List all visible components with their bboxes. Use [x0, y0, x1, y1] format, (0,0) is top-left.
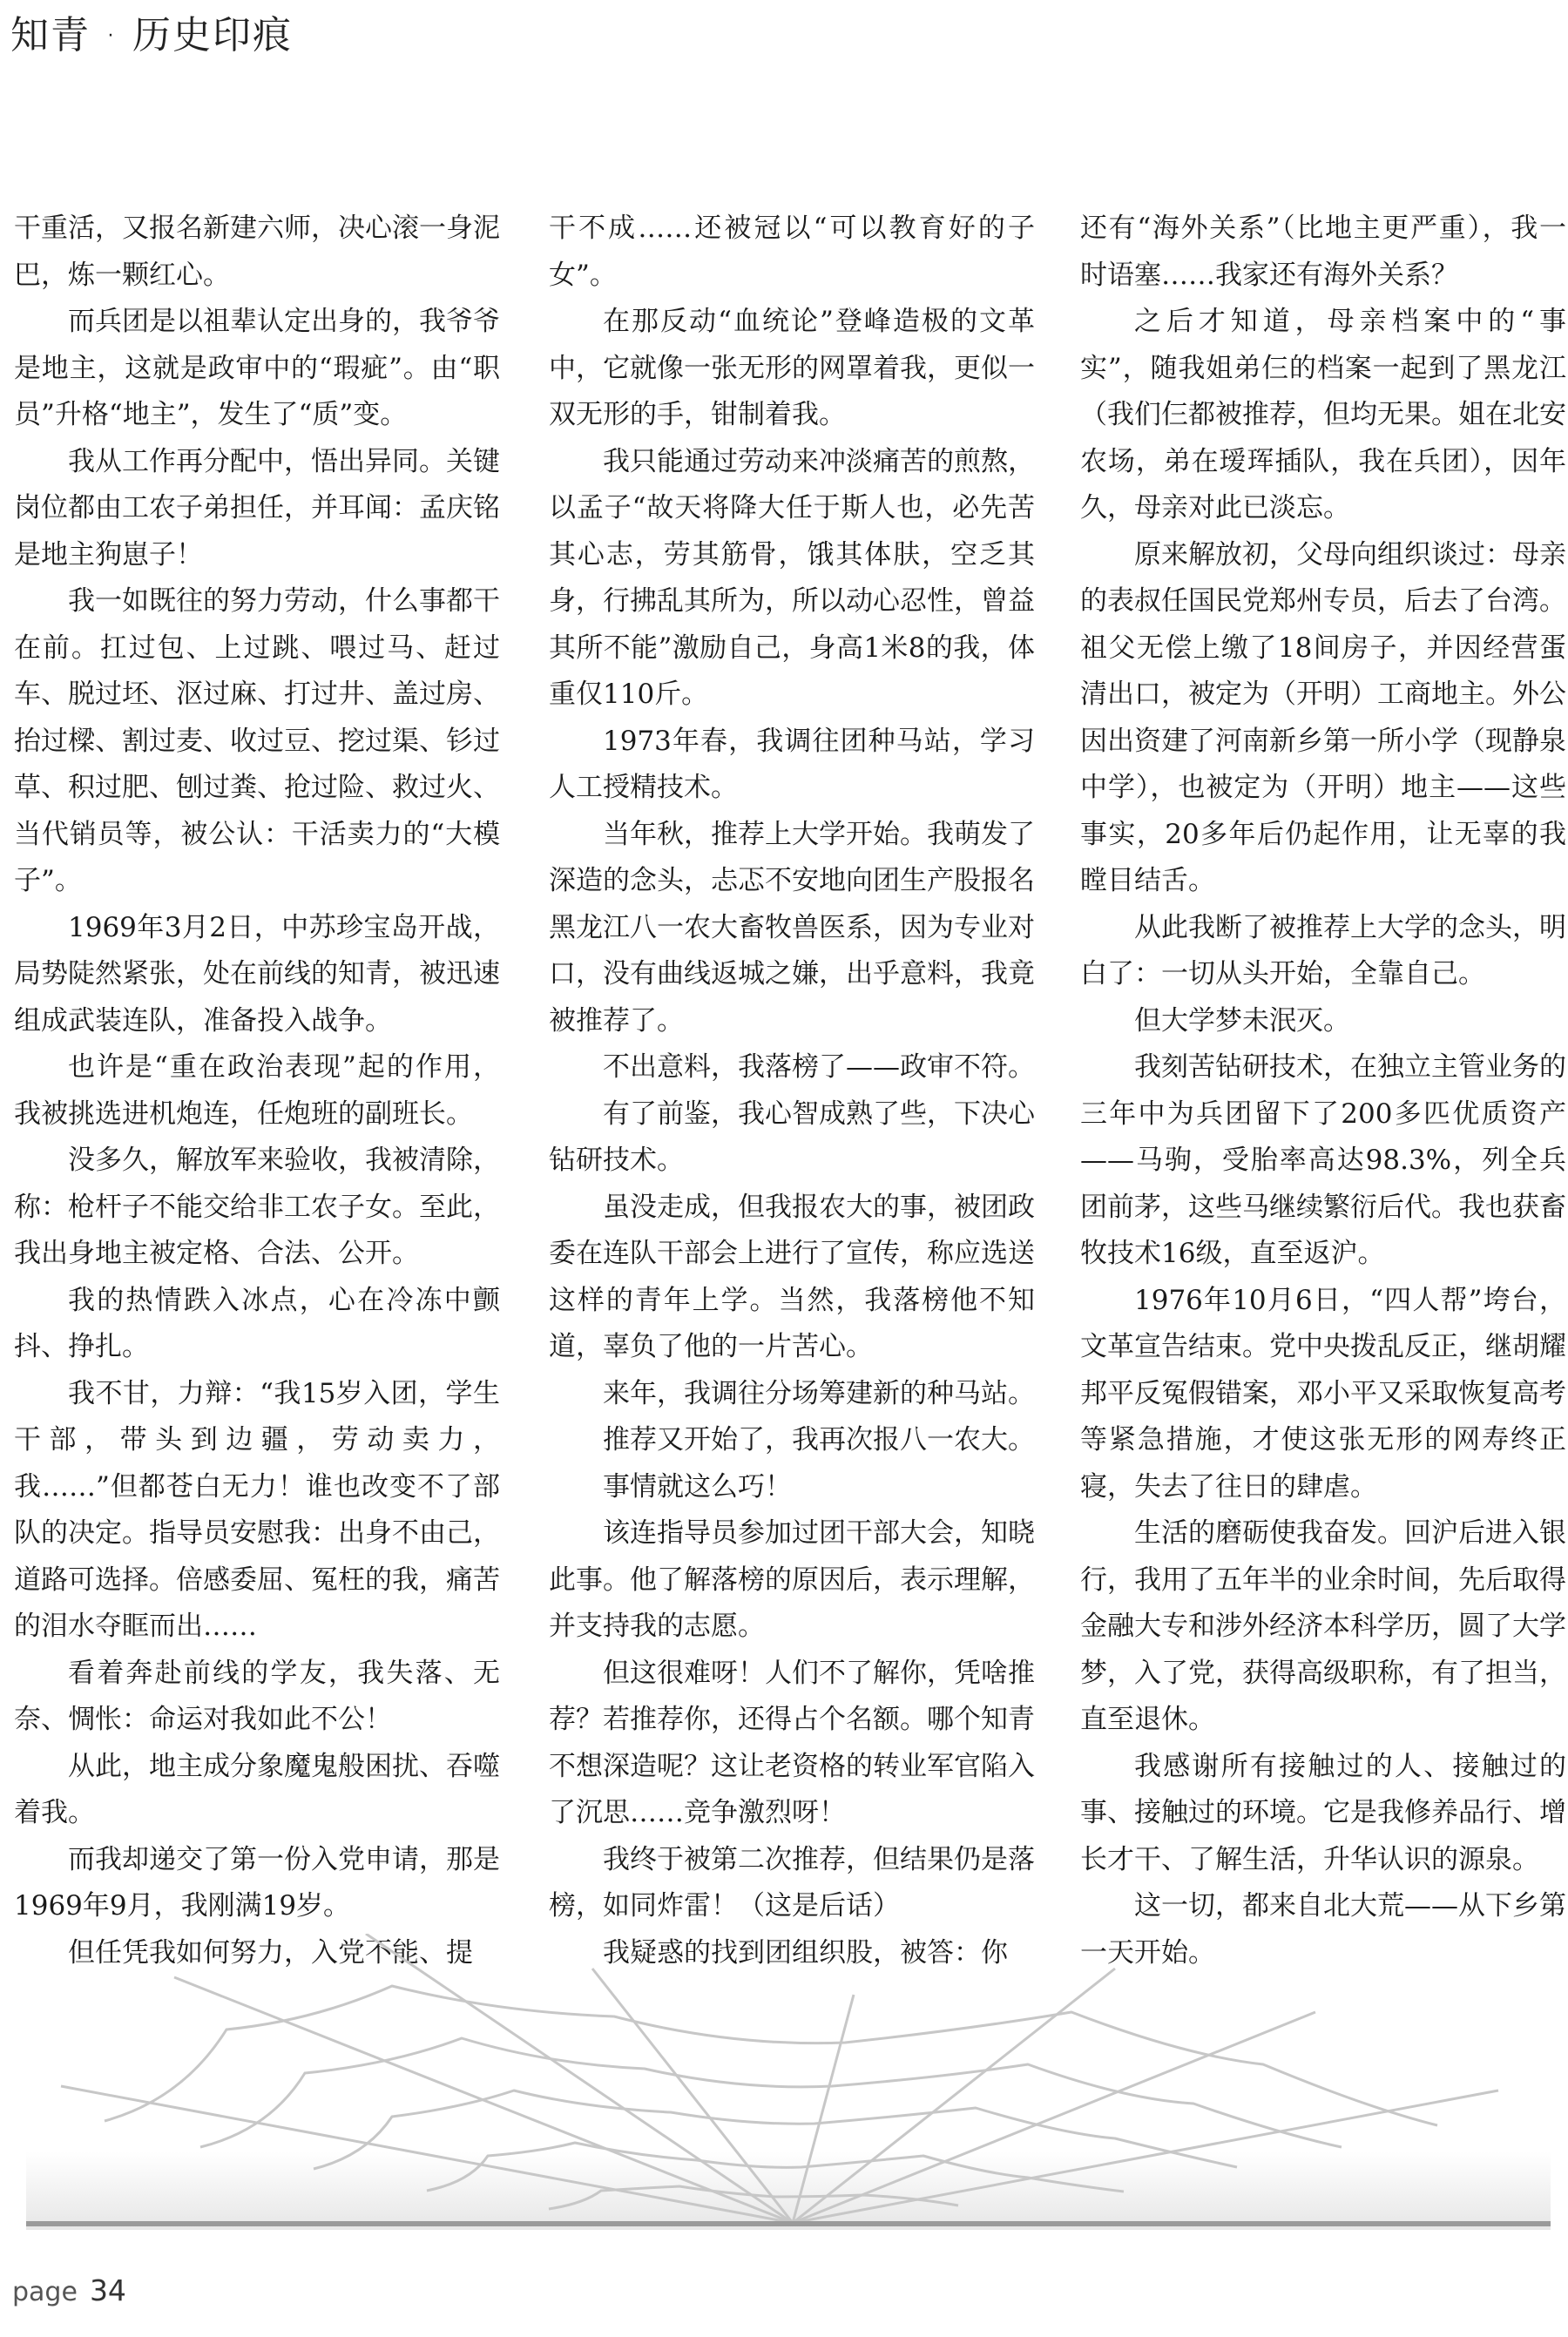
- paragraph: 事情就这么巧！: [603, 1470, 792, 1503]
- paragraph: 我从工作再分配中，悟出异同。关键岗位都由工农子弟担任，并耳闻：孟庆铭是地主狗崽子！: [14, 445, 500, 571]
- paragraph: 还有“海外关系”（比地主更严重），我一时语塞……我家还有海外关系？: [1080, 213, 1566, 291]
- paragraph: 我终于被第二次推荐，但结果仍是落榜，如同炸雷！（这是后话）: [549, 1843, 1035, 1922]
- paragraph: 从此我断了被推荐上大学的念头，明白了：一切从头开始，全靠自己。: [1080, 911, 1566, 990]
- paragraph: 这一切，都来自北大荒——从下乡第一天开始。: [1080, 1890, 1566, 1969]
- paragraph: 该连指导员参加过团干部大会，知晓此事。他了解落榜的原因后，表示理解，并支持我的志愿。: [549, 1517, 1035, 1642]
- paragraph: 干重活，又报名新建六师，决心滚一身泥巴，炼一颗红心。: [14, 213, 500, 291]
- paragraph: 我只能通过劳动来冲淡痛苦的煎熬，以孟子“故天将降大任于斯人也，必先苦其心志，劳其筋骨，饿其体肤，空乏其身，行拂乱其所为，所以动心忍性，曾益其所不能”激励自己，身高1米8的我，体重仅110斤。: [549, 445, 1035, 710]
- article-column-2: [549, 206, 1035, 1976]
- paragraph: 我的热情跌入冰点，心在冷冻中颤抖、挣扎。: [14, 1284, 500, 1362]
- spider-web-decoration: [26, 1934, 1551, 2265]
- page-footer: [12, 2273, 126, 2307]
- paragraph: 虽没走成，但我报农大的事，被团政委在连队干部会上进行了宣传，称应选送这样的青年上学。当然，我落榜他不知道，辜负了他的一片苦心。: [549, 1191, 1035, 1362]
- paragraph: 但大学梦未泯灭。: [1134, 1004, 1350, 1037]
- paragraph: 原来解放初，父母向组织谈过：母亲的表叔任国民党郑州专员，后去了台湾。祖父无偿上缴了18间房子，并因经营蛋清出口，被定为（开明）工商地主。外公因出资建了河南新乡第一所小学（现静泉中学），也被定为（开明）地主——这些事实，20多年后仍起作用，让无辜的我瞠目结舌。: [1080, 538, 1566, 896]
- section-title: 知青 · 历史印痕: [10, 13, 293, 57]
- paragraph: 但任凭我如何努力，入党不能、提: [68, 1936, 473, 1969]
- paragraph: 1969年3月2日，中苏珍宝岛开战，局势陡然紧张，处在前线的知青，被迅速组成武装连队，准备投入战争。: [14, 911, 500, 1037]
- page-label: page: [12, 2277, 78, 2307]
- paragraph: 有了前鉴，我心智成熟了些，下决心钻研技术。: [549, 1098, 1035, 1176]
- paragraph: 我疑惑的找到团组织股，被答：你: [603, 1936, 1008, 1969]
- article-column-3: [1080, 206, 1566, 1976]
- paragraph: 之后才知道，母亲档案中的“事实”，随我姐弟仨的档案一起到了黑龙江（我们仨都被推荐，但均无果。姐在北安农场，弟在瑷珲插队，我在兵团），因年久，母亲对此已淡忘。: [1080, 306, 1566, 523]
- paragraph: 不出意料，我落榜了——政审不符。: [603, 1051, 1035, 1083]
- paragraph: 在那反动“血统论”登峰造极的文革中，它就像一张无形的网罩着我，更似一双无形的手，钳制着我。: [549, 306, 1035, 430]
- paragraph: 也许是“重在政治表现”起的作用，我被挑选进机炮连，任炮班的副班长。: [14, 1051, 500, 1130]
- paragraph: 当年秋，推荐上大学开始。我萌发了深造的念头，忐忑不安地向团生产股报名黑龙江八一农大畜牧兽医系，因为专业对口，没有曲线返城之嫌，出乎意料，我竟被推荐了。: [549, 818, 1035, 1037]
- paragraph: 生活的磨砺使我奋发。回沪后进入银行，我用了五年半的业余时间，先后取得金融大专和涉外经济本科学历，圆了大学梦，入了党，获得高级职称，有了担当，直至退休。: [1080, 1517, 1566, 1735]
- paragraph: 我刻苦钻研技术，在独立主管业务的三年中为兵团留下了200多匹优质资产——马驹，受胎率高达98.3%，列全兵团前茅，这些马继续繁衍后代。我也获畜牧技术16级，直至返沪。: [1080, 1051, 1566, 1269]
- paragraph: 1973年春，我调往团种马站，学习人工授精技术。: [549, 725, 1035, 803]
- paragraph: 1976年10月6日，“四人帮”垮台，文革宣告结束。党中央拨乱反正，继胡耀邦平反冤假错案，邓小平又采取恢复高考等紧急措施，才使这张无形的网寿终正寝，失去了往日的肆虐。: [1080, 1284, 1566, 1503]
- paragraph: 推荐又开始了，我再次报八一农大。: [603, 1424, 1035, 1456]
- paragraph: 我感谢所有接触过的人、接触过的事、接触过的环境。它是我修养品行、增长才干、了解生活，升华认识的源泉。: [1080, 1750, 1566, 1875]
- paragraph: 没多久，解放军来验收，我被清除，称：枪杆子不能交给非工农子女。至此，我出身地主被定格、合法、公开。: [14, 1145, 500, 1269]
- paragraph: 而兵团是以祖辈认定出身的，我爷爷是地主，这就是政审中的“瑕疵”。由“职员”升格“地主”，发生了“质”变。: [14, 306, 500, 430]
- paragraph: 从此，地主成分象魔鬼般困扰、吞噬着我。: [14, 1750, 500, 1828]
- paragraph: 我不甘，力辩：“我15岁入团，学生干部，带头到边疆，劳动卖力，我……”但都苍白无力！谁也改变不了部队的决定。指导员安慰我：出身不由己，道路可选择。倍感委屈、冤枉的我，痛苦的泪水夺眶而出……: [14, 1377, 500, 1642]
- page-number: 34: [89, 2273, 126, 2307]
- paragraph: 我一如既往的努力劳动，什么事都干在前。扛过包、上过跳、喂过马、赶过车、脱过坯、沤过麻、打过井、盖过房、抬过樑、割过麦、收过豆、挖过渠、钐过草、积过肥、刨过粪、抢过险、救过火、当代销员等，被公认：干活卖力的“大模子”。: [14, 585, 500, 896]
- paragraph: 看着奔赴前线的学友，我失落、无奈、惆怅：命运对我如此不公！: [14, 1657, 500, 1735]
- paragraph: 干不成……还被冠以“可以教育好的子女”。: [549, 213, 1035, 291]
- article-column-1: [14, 206, 500, 1976]
- paragraph: 来年，我调往分场筹建新的种马站。: [603, 1377, 1035, 1409]
- paragraph: 但这很难呀！人们不了解你，凭啥推荐？若推荐你，还得占个名额。哪个知青不想深造呢？这让老资格的转业军官陷入了沉思……竞争激烈呀！: [549, 1657, 1035, 1828]
- paragraph: 而我却递交了第一份入党申请，那是1969年9月，我刚满19岁。: [14, 1843, 500, 1922]
